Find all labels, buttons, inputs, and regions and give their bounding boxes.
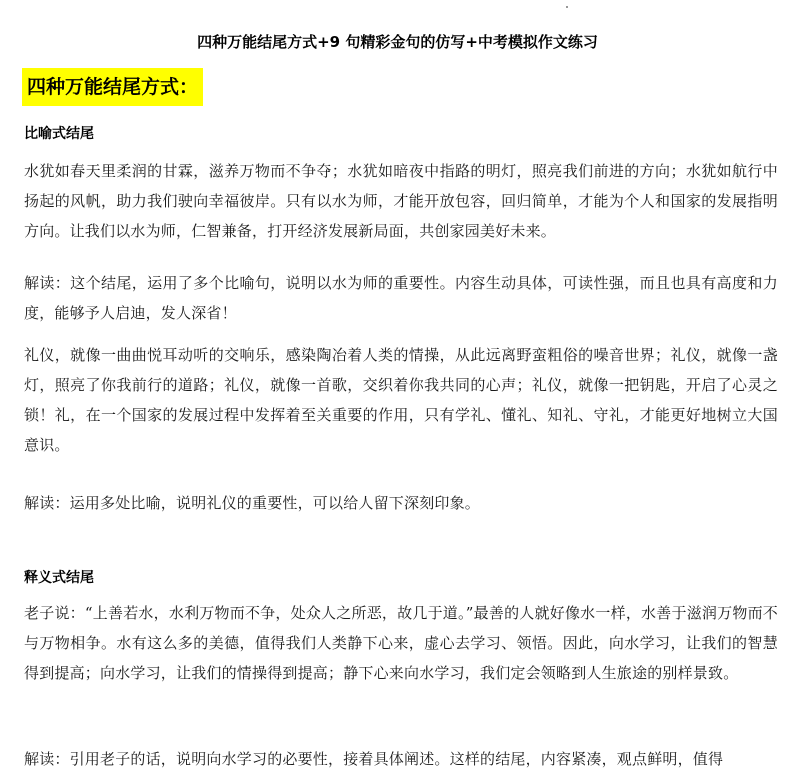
paragraph-water-metaphor: 水犹如春天里柔润的甘霖，滋养万物而不争夺；水犹如暗夜中指路的明灯，照亮我们前进的方向；水犹如航行中扬起的风帆，助力我们驶向幸福彼岸。只有以水为师，才能开放包容，回归简单，才能为个人和国家的发展指明方向。让我们以水为师，仁智兼备，打开经济发展新局面，共创家园美好未来。 (24, 162, 778, 240)
scan-dot (566, 6, 568, 8)
paragraph-etiquette-metaphor: 礼仪，就像一曲曲悦耳动听的交响乐，感染陶冶着人类的情操，从此远离野蛮粗俗的噪音世界；礼仪，就像一盏灯，照亮了你我前行的道路；礼仪，就像一首歌，交织着你我共同的心声；礼仪，就像一把钥匙，开启了心灵之锁！礼，在一个国家的发展过程中发挥着至关重要的作用，只有学礼、懂礼、知礼、守礼，才能更好地树立大国意识。 (24, 346, 778, 454)
paragraph-laozi-quote: 老子说：“上善若水，水利万物而不争，处众人之所恶，故几于道。”最善的人就好像水一样，水善于滋润万物而不与万物相争。水有这么多的美德，值得我们人类静下心来，虚心去学习、领悟。因此，向水学习，让我们的智慧得到提高；向水学习，让我们的情操得到提高；静下心来向水学习，我们定会领略到人生旅途的别样景致。 (24, 604, 778, 682)
paragraph-interpretation-3: 解读：引用老子的话，说明向水学习的必要性，接着具体阐述。这样的结尾，内容紧凑，观点鲜明，值得 (24, 750, 724, 768)
subsection-heading-metaphor: 比喻式结尾 (24, 126, 94, 142)
paragraph-interpretation-2: 解读：运用多处比喻，说明礼仪的重要性，可以给人留下深刻印象。 (24, 494, 481, 512)
paragraph-interpretation-1: 解读：这个结尾，运用了多个比喻句，说明以水为师的重要性。内容生动具体，可读性强，而且也具有高度和力度，能够予人启迪，发人深省！ (24, 274, 778, 322)
subsection-heading-explanation: 释义式结尾 (24, 570, 94, 586)
section-heading-highlighted: 四种万能结尾方式： (22, 68, 203, 106)
page-title: 四种万能结尾方式+9 句精彩金句的仿写+中考模拟作文练习 (197, 33, 598, 51)
